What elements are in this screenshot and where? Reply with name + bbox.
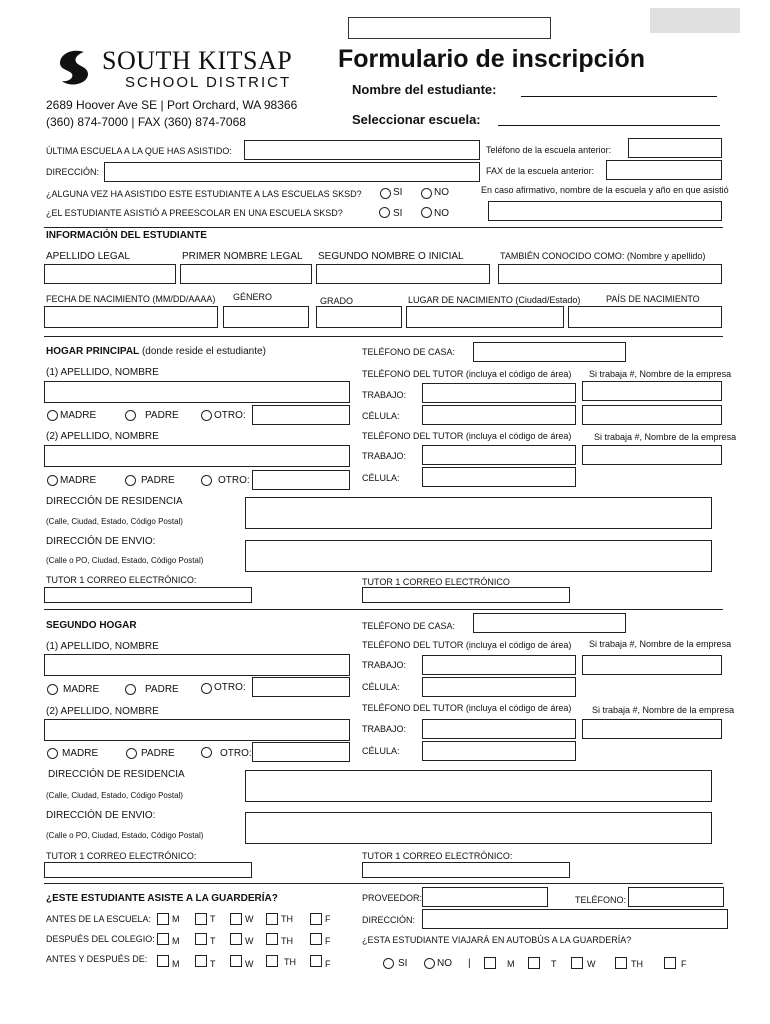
home2-employer2-label: Si trabaja #, Nombre de la empresa — [592, 705, 735, 715]
bus-yes-radio[interactable] — [383, 958, 394, 969]
attended-yes-label: SI — [393, 187, 403, 198]
home2-name1-label: (1) APELLIDO, NOMBRE — [46, 641, 159, 652]
grade-input[interactable] — [316, 306, 402, 328]
home1-employer1-label: Si trabaja #, Nombre de la empresa — [589, 369, 732, 379]
home2-p2-father-label: PADRE — [141, 748, 175, 759]
after-th-checkbox[interactable] — [266, 933, 278, 945]
select-school-field[interactable] — [498, 125, 720, 126]
home2-email2-input[interactable] — [362, 862, 570, 878]
prev-fax-input[interactable] — [606, 160, 722, 180]
day-label-th: TH — [281, 936, 293, 946]
daycare-both-label: ANTES Y DESPUÉS DE: — [46, 954, 148, 964]
day-label-f: F — [325, 936, 331, 946]
home1-email2-label: TUTOR 1 CORREO ELECTRÓNICO — [362, 577, 510, 587]
home1-mailing-input[interactable] — [245, 540, 712, 572]
aka-input[interactable] — [498, 264, 722, 284]
home2-p1-father-radio[interactable] — [125, 684, 136, 695]
home1-p2-father-radio[interactable] — [125, 475, 136, 486]
day-label-w: W — [245, 936, 254, 946]
home1-work1-label: TRABAJO: — [362, 390, 407, 400]
home2-mailing-label: DIRECCIÓN DE ENVIO: — [46, 810, 156, 821]
gender-input[interactable] — [223, 306, 309, 328]
daycare-after-label: DESPUÉS DEL COLEGIO: — [46, 934, 155, 944]
home1-p1-other-label: OTRO: — [214, 410, 246, 421]
day-label-th: TH — [284, 957, 296, 967]
birthplace-input[interactable] — [406, 306, 564, 328]
home1-title — [46, 346, 266, 358]
country-label: PAÍS DE NACIMIENTO — [606, 294, 700, 304]
prior-address-input[interactable] — [104, 162, 480, 182]
home2-p2-mother-radio[interactable] — [47, 748, 58, 759]
daycare-question: ¿ESTE ESTUDIANTE ASISTE A LA GUARDERÍA? — [46, 893, 278, 904]
home2-email-input[interactable] — [44, 862, 252, 878]
daycare-address-input[interactable] — [422, 909, 728, 929]
home1-cell1-label: CÉLULA: — [362, 411, 400, 421]
bus-separator: | — [468, 958, 471, 969]
home2-name1-input[interactable] — [44, 654, 350, 676]
home1-name2-input[interactable] — [44, 445, 350, 467]
home1-p2-other-input[interactable] — [252, 470, 350, 490]
day-label-m: M — [507, 959, 515, 969]
home1-name1-label: (1) APELLIDO, NOMBRE — [46, 367, 159, 378]
home2-p1-father-label: PADRE — [145, 684, 179, 695]
first-name-label: PRIMER NOMBRE LEGAL — [182, 251, 303, 262]
dob-label: FECHA DE NACIMIENTO (MM/DD/AAAA) — [46, 294, 216, 304]
home1-name2-label: (2) APELLIDO, NOMBRE — [46, 431, 159, 442]
home1-mailing-hint: (Calle o PO, Ciudad, Estado, Código Postal) — [46, 556, 204, 565]
preschool-yes-label: SI — [393, 208, 403, 219]
home2-employer1-label: Si trabaja #, Nombre de la empresa — [589, 639, 732, 649]
middle-name-input[interactable] — [316, 264, 490, 284]
prev-phone-input[interactable] — [628, 138, 722, 158]
after-m-checkbox[interactable] — [157, 933, 169, 945]
home2-cell2-input[interactable] — [422, 741, 576, 761]
bus-m-checkbox[interactable] — [484, 957, 496, 969]
home2-p1-other-label: OTRO: — [214, 682, 246, 693]
home1-guardian2-phone-input[interactable] — [582, 445, 722, 465]
before-f-checkbox[interactable] — [310, 913, 322, 925]
home1-email-label: TUTOR 1 CORREO ELECTRÓNICO: — [46, 575, 197, 585]
home1-p1-mother-label: MADRE — [60, 410, 97, 421]
bus-w-checkbox[interactable] — [571, 957, 583, 969]
home1-cell2-input[interactable] — [422, 467, 576, 487]
before-t-checkbox[interactable] — [195, 913, 207, 925]
day-label-t: T — [551, 959, 557, 969]
prior-school-year-input[interactable] — [488, 201, 722, 221]
home1-residence-input[interactable] — [245, 497, 712, 529]
daycare-provider-label: PROVEEDOR: — [362, 893, 423, 903]
home2-p2-father-radio[interactable] — [126, 748, 137, 759]
bus-th-checkbox[interactable] — [615, 957, 627, 969]
preschool-no-label: NO — [434, 208, 449, 219]
both-t-checkbox[interactable] — [195, 955, 207, 967]
after-t-checkbox[interactable] — [195, 933, 207, 945]
student-name-field[interactable] — [521, 96, 717, 97]
day-label-m: M — [172, 914, 180, 924]
home2-p1-mother-label: MADRE — [63, 684, 100, 695]
attended-sksd-label: ¿ALGUNA VEZ HA ASISTIDO ESTE ESTUDIANTE A LAS ESCUELAS SKSD? — [46, 189, 362, 199]
home1-guardian2-phone-label: TELÉFONO DEL TUTOR (incluya el código de área) — [362, 431, 572, 441]
bus-no-label: NO — [437, 958, 452, 969]
district-phone-fax: (360) 874-7000 | FAX (360) 874-7068 — [46, 115, 246, 129]
home1-p1-other-radio[interactable] — [201, 410, 212, 421]
home2-home-phone-input[interactable] — [473, 613, 626, 633]
top-right-gray-box — [650, 8, 740, 33]
home1-cell1-input[interactable] — [422, 405, 576, 425]
home2-work1-label: TRABAJO: — [362, 660, 407, 670]
day-label-th: TH — [631, 959, 643, 969]
home2-cell2-label: CÉLULA: — [362, 746, 400, 756]
preschool-yes-radio[interactable] — [379, 207, 390, 218]
home2-guardian2-phone-label: TELÉFONO DEL TUTOR (incluya el código de área) — [362, 703, 572, 713]
home1-work1-input[interactable] — [422, 383, 576, 403]
prev-fax-label: FAX de la escuela anterior: — [486, 166, 595, 176]
student-name-label: Nombre del estudiante: — [352, 82, 497, 97]
home2-residence-hint: (Calle, Ciudad, Estado, Código Postal) — [46, 791, 183, 800]
day-label-w: W — [245, 914, 254, 924]
home2-work1-input[interactable] — [422, 655, 576, 675]
day-label-t: T — [210, 936, 216, 946]
student-section-title: INFORMACIÓN DEL ESTUDIANTE — [46, 230, 207, 241]
daycare-phone-input[interactable] — [628, 887, 724, 907]
day-label-t: T — [210, 914, 216, 924]
home2-email2-label: TUTOR 1 CORREO ELECTRÓNICO: — [362, 851, 513, 861]
home2-home-phone-label: TELÉFONO DE CASA: — [362, 621, 456, 631]
both-w-checkbox[interactable] — [230, 955, 242, 967]
home2-guardian2-phone-input[interactable] — [582, 719, 722, 739]
day-label-m: M — [172, 936, 180, 946]
home1-guardian1-phone-label: TELÉFONO DEL TUTOR (incluya el código de área) — [362, 369, 572, 379]
last-school-input[interactable] — [244, 140, 480, 160]
home1-subtitle: (donde reside el estudiante) — [141, 346, 266, 357]
day-label-w: W — [245, 959, 254, 969]
home2-name2-input[interactable] — [44, 719, 350, 741]
home1-work2-label: TRABAJO: — [362, 451, 407, 461]
logo-line2: SCHOOL DISTRICT — [125, 74, 292, 91]
before-m-checkbox[interactable] — [157, 913, 169, 925]
day-label-th: TH — [281, 914, 293, 924]
home2-residence-label: DIRECCIÓN DE RESIDENCIA — [48, 769, 185, 780]
home1-email2-input[interactable] — [362, 587, 570, 603]
bus-no-radio[interactable] — [424, 958, 435, 969]
divider — [44, 336, 723, 337]
top-center-box — [348, 17, 551, 39]
daycare-before-label: ANTES DE LA ESCUELA: — [46, 914, 152, 924]
home1-title-text: HOGAR PRINCIPAL — [46, 346, 140, 357]
home2-name2-label: (2) APELLIDO, NOMBRE — [46, 706, 159, 717]
dob-input[interactable] — [44, 306, 218, 328]
attended-yes-radio[interactable] — [380, 188, 391, 199]
home2-title: SEGUNDO HOGAR — [46, 620, 137, 631]
home2-p2-other-input[interactable] — [252, 742, 350, 762]
home2-work2-input[interactable] — [422, 719, 576, 739]
prior-address-label: DIRECCIÓN: — [46, 167, 100, 177]
district-logo-icon — [54, 48, 96, 86]
home1-residence-hint: (Calle, Ciudad, Estado, Código Postal) — [46, 517, 183, 526]
home1-p2-other-radio[interactable] — [201, 475, 212, 486]
home1-p1-mother-radio[interactable] — [47, 410, 58, 421]
before-w-checkbox[interactable] — [230, 913, 242, 925]
prev-phone-label: Teléfono de la escuela anterior: — [486, 145, 612, 155]
divider — [44, 883, 723, 884]
both-th-checkbox[interactable] — [266, 955, 278, 967]
home2-p1-mother-radio[interactable] — [47, 684, 58, 695]
last-name-input[interactable] — [44, 264, 176, 284]
logo-line1: SOUTH KITSAP — [102, 46, 293, 75]
home1-cell2-label: CÉLULA: — [362, 473, 400, 483]
bus-t-checkbox[interactable] — [528, 957, 540, 969]
bus-yes-label: SI — [398, 958, 408, 969]
after-w-checkbox[interactable] — [230, 933, 242, 945]
birthplace-label: LUGAR DE NACIMIENTO (Ciudad/Estado) — [408, 295, 581, 305]
after-f-checkbox[interactable] — [310, 933, 322, 945]
home2-cell1-label: CÉLULA: — [362, 682, 400, 692]
bus-f-checkbox[interactable] — [664, 957, 676, 969]
home1-p2-other-label: OTRO: — [218, 475, 250, 486]
home1-p1-father-radio[interactable] — [125, 410, 136, 421]
district-address: 2689 Hoover Ave SE | Port Orchard, WA 98366 — [46, 98, 298, 112]
day-label-f: F — [325, 959, 331, 969]
day-label-f: F — [325, 914, 331, 924]
attended-no-label: NO — [434, 187, 449, 198]
before-th-checkbox[interactable] — [266, 913, 278, 925]
both-m-checkbox[interactable] — [157, 955, 169, 967]
preschool-no-radio[interactable] — [421, 207, 432, 218]
home2-p1-other-input[interactable] — [252, 677, 350, 697]
both-f-checkbox[interactable] — [310, 955, 322, 967]
home1-employer2-label: Si trabaja #, Nombre de la empresa — [594, 432, 737, 442]
home2-work2-label: TRABAJO: — [362, 724, 407, 734]
home2-mailing-hint: (Calle o PO, Ciudad, Estado, Código Postal) — [46, 831, 204, 840]
divider — [44, 227, 723, 228]
home1-residence-label: DIRECCIÓN DE RESIDENCIA — [46, 496, 183, 507]
preschool-sksd-label: ¿EL ESTUDIANTE ASISTIÓ A PREESCOLAR EN UNA ESCUELA SKSD? — [46, 208, 343, 218]
day-label-w: W — [587, 959, 596, 969]
last-name-label: APELLIDO LEGAL — [46, 251, 130, 262]
home2-residence-input[interactable] — [245, 770, 712, 802]
home1-mailing-label: DIRECCIÓN DE ENVIO: — [46, 536, 156, 547]
home2-p2-other-label: OTRO: — [220, 748, 252, 759]
home1-p1-other-input[interactable] — [252, 405, 350, 425]
home1-p2-mother-label: MADRE — [60, 475, 97, 486]
home2-p2-other-radio[interactable] — [201, 747, 212, 758]
home1-employer1-input[interactable] — [582, 405, 722, 425]
home1-home-phone-input[interactable] — [473, 342, 626, 362]
day-label-m: M — [172, 959, 180, 969]
home2-p1-other-radio[interactable] — [201, 683, 212, 694]
daycare-address-label: DIRECCIÓN: — [362, 915, 416, 925]
select-school-label: Seleccionar escuela: — [352, 112, 481, 127]
gender-label: GÉNERO — [233, 292, 273, 302]
home2-email-label: TUTOR 1 CORREO ELECTRÓNICO: — [46, 851, 197, 861]
daycare-phone-label: TELÉFONO: — [575, 895, 627, 905]
home2-p2-mother-label: MADRE — [62, 748, 99, 759]
attended-no-radio[interactable] — [421, 188, 432, 199]
daycare-provider-input[interactable] — [422, 887, 548, 907]
home1-guardian1-phone-input[interactable] — [582, 381, 722, 401]
home1-p2-father-label: PADRE — [141, 475, 175, 486]
home2-guardian1-phone-label: TELÉFONO DEL TUTOR (incluya el código de área) — [362, 640, 572, 650]
aka-label: TAMBIÉN CONOCIDO COMO: (Nombre y apellido) — [500, 251, 706, 261]
daycare-bus-question: ¿ESTA ESTUDIANTE VIAJARÁ EN AUTOBÚS A LA GUARDERÍA? — [362, 935, 632, 945]
if-yes-label: En caso afirmativo, nombre de la escuela y año en que asistió — [481, 185, 729, 195]
home1-name1-input[interactable] — [44, 381, 350, 403]
country-input[interactable] — [568, 306, 722, 328]
middle-name-label: SEGUNDO NOMBRE O INICIAL — [318, 251, 464, 262]
day-label-f: F — [681, 959, 687, 969]
home2-guardian1-phone-input[interactable] — [582, 655, 722, 675]
home1-work2-input[interactable] — [422, 445, 576, 465]
grade-label: GRADO — [320, 296, 354, 306]
first-name-input[interactable] — [180, 264, 312, 284]
home1-home-phone-label: TELÉFONO DE CASA: — [362, 347, 456, 357]
divider — [44, 609, 723, 610]
home2-mailing-input[interactable] — [245, 812, 712, 844]
home1-p2-mother-radio[interactable] — [47, 475, 58, 486]
day-label-t: T — [210, 959, 216, 969]
last-school-label: ÚLTIMA ESCUELA A LA QUE HAS ASISTIDO: — [46, 146, 232, 156]
home1-p1-father-label: PADRE — [145, 410, 179, 421]
page-title: Formulario de inscripción — [338, 45, 645, 73]
home2-cell1-input[interactable] — [422, 677, 576, 697]
home1-email-input[interactable] — [44, 587, 252, 603]
